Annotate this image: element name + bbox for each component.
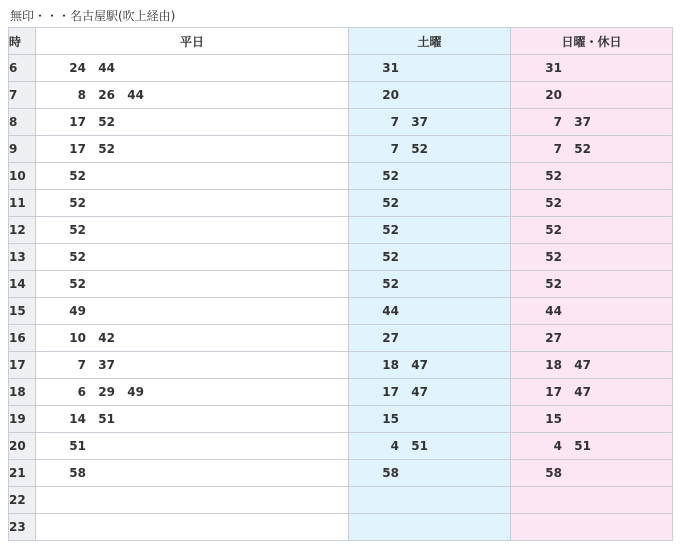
saturday-minutes (349, 142, 428, 156)
weekday-minutes (36, 466, 86, 480)
departure-minute: 52 (382, 223, 399, 237)
weekday-minutes (36, 88, 144, 102)
weekday-minutes (36, 304, 86, 318)
departure-minute: 15 (545, 412, 562, 426)
departure-minute: 27 (382, 331, 399, 345)
table-row (9, 244, 673, 271)
holiday-cell (511, 82, 673, 109)
departure-minute: 49 (69, 304, 86, 318)
departure-minute: 52 (545, 169, 562, 183)
table-row (9, 460, 673, 487)
saturday-cell (349, 406, 511, 433)
departure-minute: 37 (574, 115, 591, 129)
holiday-cell (511, 244, 673, 271)
table-row (9, 109, 673, 136)
saturday-minutes (349, 277, 399, 291)
departure-minute: 6 (77, 385, 86, 399)
departure-minute: 8 (77, 88, 86, 102)
departure-minute: 17 (545, 385, 562, 399)
departure-minute: 52 (69, 277, 86, 291)
table-row (9, 352, 673, 379)
table-row (9, 298, 673, 325)
departure-minute: 51 (411, 439, 428, 453)
departure-minute: 51 (69, 439, 86, 453)
weekday-cell (36, 109, 349, 136)
saturday-cell (349, 82, 511, 109)
header-saturday: 土曜 (349, 28, 511, 55)
holiday-cell (511, 190, 673, 217)
holiday-minutes (511, 331, 562, 345)
hour-cell: 12 (9, 217, 36, 244)
timetable-body (9, 55, 673, 541)
departure-minute: 49 (127, 385, 144, 399)
weekday-minutes (36, 331, 115, 345)
saturday-cell (349, 352, 511, 379)
holiday-cell (511, 163, 673, 190)
weekday-minutes (36, 61, 115, 75)
hour-cell: 17 (9, 352, 36, 379)
saturday-cell (349, 514, 511, 541)
weekday-minutes (36, 169, 86, 183)
departure-minute: 27 (545, 331, 562, 345)
departure-minute: 52 (545, 250, 562, 264)
departure-minute: 47 (574, 358, 591, 372)
departure-minute: 20 (382, 88, 399, 102)
departure-minute: 7 (390, 115, 399, 129)
weekday-cell (36, 406, 349, 433)
header-holiday: 日曜・休日 (511, 28, 673, 55)
weekday-cell (36, 136, 349, 163)
holiday-cell (511, 460, 673, 487)
departure-minute: 52 (382, 250, 399, 264)
holiday-minutes (511, 277, 562, 291)
departure-minute: 47 (574, 385, 591, 399)
saturday-minutes (349, 88, 399, 102)
timetable-header-row (9, 28, 673, 55)
saturday-minutes (349, 169, 399, 183)
table-row (9, 82, 673, 109)
saturday-cell (349, 460, 511, 487)
holiday-cell (511, 325, 673, 352)
holiday-minutes (511, 250, 562, 264)
departure-minute: 52 (574, 142, 591, 156)
departure-minute: 52 (98, 142, 115, 156)
weekday-minutes (36, 385, 144, 399)
saturday-minutes (349, 331, 399, 345)
header-hour: 時 (9, 28, 36, 55)
holiday-minutes (511, 61, 562, 75)
departure-minute: 44 (127, 88, 144, 102)
departure-minute: 37 (411, 115, 428, 129)
weekday-minutes (36, 358, 115, 372)
table-row (9, 514, 673, 541)
saturday-minutes (349, 385, 428, 399)
holiday-minutes (511, 412, 562, 426)
saturday-minutes (349, 196, 399, 210)
departure-minute: 29 (98, 385, 115, 399)
departure-minute: 47 (411, 385, 428, 399)
table-row (9, 217, 673, 244)
hour-cell: 18 (9, 379, 36, 406)
saturday-cell (349, 433, 511, 460)
hour-cell: 15 (9, 298, 36, 325)
departure-minute: 7 (77, 358, 86, 372)
table-row (9, 325, 673, 352)
holiday-cell (511, 352, 673, 379)
weekday-cell (36, 460, 349, 487)
weekday-cell (36, 217, 349, 244)
departure-minute: 31 (382, 61, 399, 75)
weekday-minutes (36, 520, 57, 534)
table-row (9, 163, 673, 190)
departure-minute: 17 (69, 115, 86, 129)
hour-cell: 22 (9, 487, 36, 514)
holiday-minutes (511, 304, 562, 318)
holiday-minutes (511, 88, 562, 102)
weekday-minutes (36, 115, 115, 129)
departure-minute: 17 (382, 385, 399, 399)
departure-minute: 20 (545, 88, 562, 102)
table-row (9, 271, 673, 298)
saturday-minutes (349, 466, 399, 480)
hour-cell: 13 (9, 244, 36, 271)
departure-minute: 51 (98, 412, 115, 426)
weekday-cell (36, 244, 349, 271)
saturday-cell (349, 244, 511, 271)
holiday-cell (511, 271, 673, 298)
saturday-cell (349, 217, 511, 244)
saturday-minutes (349, 520, 370, 534)
weekday-cell (36, 433, 349, 460)
weekday-cell (36, 190, 349, 217)
holiday-minutes (511, 385, 591, 399)
saturday-minutes (349, 493, 370, 507)
weekday-minutes (36, 250, 86, 264)
saturday-cell (349, 190, 511, 217)
departure-minute: 18 (545, 358, 562, 372)
holiday-cell (511, 487, 673, 514)
saturday-cell (349, 379, 511, 406)
departure-minute: 10 (69, 331, 86, 345)
holiday-minutes (511, 466, 562, 480)
table-row (9, 433, 673, 460)
holiday-cell (511, 55, 673, 82)
hour-cell: 20 (9, 433, 36, 460)
departure-minute: 52 (382, 196, 399, 210)
departure-minute: 26 (98, 88, 115, 102)
holiday-cell (511, 109, 673, 136)
holiday-minutes (511, 223, 562, 237)
hour-cell: 23 (9, 514, 36, 541)
saturday-cell (349, 136, 511, 163)
weekday-cell (36, 55, 349, 82)
departure-minute: 52 (98, 115, 115, 129)
hour-cell: 14 (9, 271, 36, 298)
departure-minute: 52 (545, 196, 562, 210)
departure-minute: 52 (382, 169, 399, 183)
departure-minute: 15 (382, 412, 399, 426)
saturday-cell (349, 271, 511, 298)
holiday-cell (511, 379, 673, 406)
holiday-minutes (511, 520, 533, 534)
hour-cell: 11 (9, 190, 36, 217)
saturday-cell (349, 109, 511, 136)
hour-cell: 16 (9, 325, 36, 352)
saturday-cell (349, 487, 511, 514)
weekday-cell (36, 325, 349, 352)
departure-minute: 14 (69, 412, 86, 426)
header-weekday: 平日 (36, 28, 349, 55)
saturday-minutes (349, 304, 399, 318)
weekday-minutes (36, 223, 86, 237)
saturday-minutes (349, 439, 428, 453)
saturday-minutes (349, 61, 399, 75)
weekday-cell (36, 352, 349, 379)
departure-minute: 52 (545, 223, 562, 237)
table-row (9, 136, 673, 163)
weekday-cell (36, 514, 349, 541)
weekday-minutes (36, 196, 86, 210)
holiday-minutes (511, 169, 562, 183)
weekday-minutes (36, 493, 57, 507)
hour-cell: 6 (9, 55, 36, 82)
departure-minute: 42 (98, 331, 115, 345)
departure-minute: 24 (69, 61, 86, 75)
weekday-cell (36, 163, 349, 190)
route-note: 無印・・・名古屋駅(吹上経由) (10, 9, 176, 23)
saturday-minutes (349, 223, 399, 237)
weekday-cell (36, 379, 349, 406)
holiday-minutes (511, 439, 591, 453)
weekday-cell (36, 487, 349, 514)
departure-minute: 44 (98, 61, 115, 75)
departure-minute: 37 (98, 358, 115, 372)
saturday-minutes (349, 358, 428, 372)
saturday-cell (349, 298, 511, 325)
holiday-cell (511, 136, 673, 163)
departure-minute: 4 (390, 439, 399, 453)
hour-cell: 10 (9, 163, 36, 190)
departure-minute: 52 (69, 196, 86, 210)
table-row (9, 487, 673, 514)
holiday-cell (511, 217, 673, 244)
hour-cell: 19 (9, 406, 36, 433)
departure-minute: 58 (382, 466, 399, 480)
holiday-cell (511, 433, 673, 460)
departure-minute: 52 (411, 142, 428, 156)
departure-minute: 52 (69, 250, 86, 264)
departure-minute: 52 (69, 223, 86, 237)
table-row (9, 55, 673, 82)
departure-minute: 47 (411, 358, 428, 372)
holiday-minutes (511, 493, 533, 507)
holiday-minutes (511, 115, 591, 129)
saturday-cell (349, 163, 511, 190)
departure-minute: 44 (382, 304, 399, 318)
weekday-cell (36, 298, 349, 325)
saturday-minutes (349, 250, 399, 264)
weekday-cell (36, 271, 349, 298)
table-row (9, 406, 673, 433)
saturday-minutes (349, 115, 428, 129)
hour-cell: 8 (9, 109, 36, 136)
holiday-cell (511, 514, 673, 541)
departure-minute: 58 (69, 466, 86, 480)
hour-cell: 21 (9, 460, 36, 487)
departure-minute: 52 (545, 277, 562, 291)
departure-minute: 7 (553, 115, 562, 129)
departure-minute: 31 (545, 61, 562, 75)
weekday-minutes (36, 142, 115, 156)
hour-cell: 7 (9, 82, 36, 109)
departure-minute: 52 (69, 169, 86, 183)
table-row (9, 379, 673, 406)
holiday-cell (511, 298, 673, 325)
holiday-cell (511, 406, 673, 433)
departure-minute: 7 (390, 142, 399, 156)
holiday-minutes (511, 142, 591, 156)
departure-minute: 44 (545, 304, 562, 318)
departure-minute: 18 (382, 358, 399, 372)
departure-minute: 52 (382, 277, 399, 291)
weekday-cell (36, 82, 349, 109)
weekday-minutes (36, 439, 86, 453)
holiday-minutes (511, 358, 591, 372)
saturday-cell (349, 55, 511, 82)
weekday-minutes (36, 277, 86, 291)
hour-cell: 9 (9, 136, 36, 163)
departure-minute: 58 (545, 466, 562, 480)
departure-minute: 7 (553, 142, 562, 156)
departure-minute: 4 (553, 439, 562, 453)
weekday-minutes (36, 412, 115, 426)
saturday-minutes (349, 412, 399, 426)
saturday-cell (349, 325, 511, 352)
table-row (9, 190, 673, 217)
departure-minute: 51 (574, 439, 591, 453)
holiday-minutes (511, 196, 562, 210)
timetable (8, 27, 673, 541)
departure-minute: 17 (69, 142, 86, 156)
